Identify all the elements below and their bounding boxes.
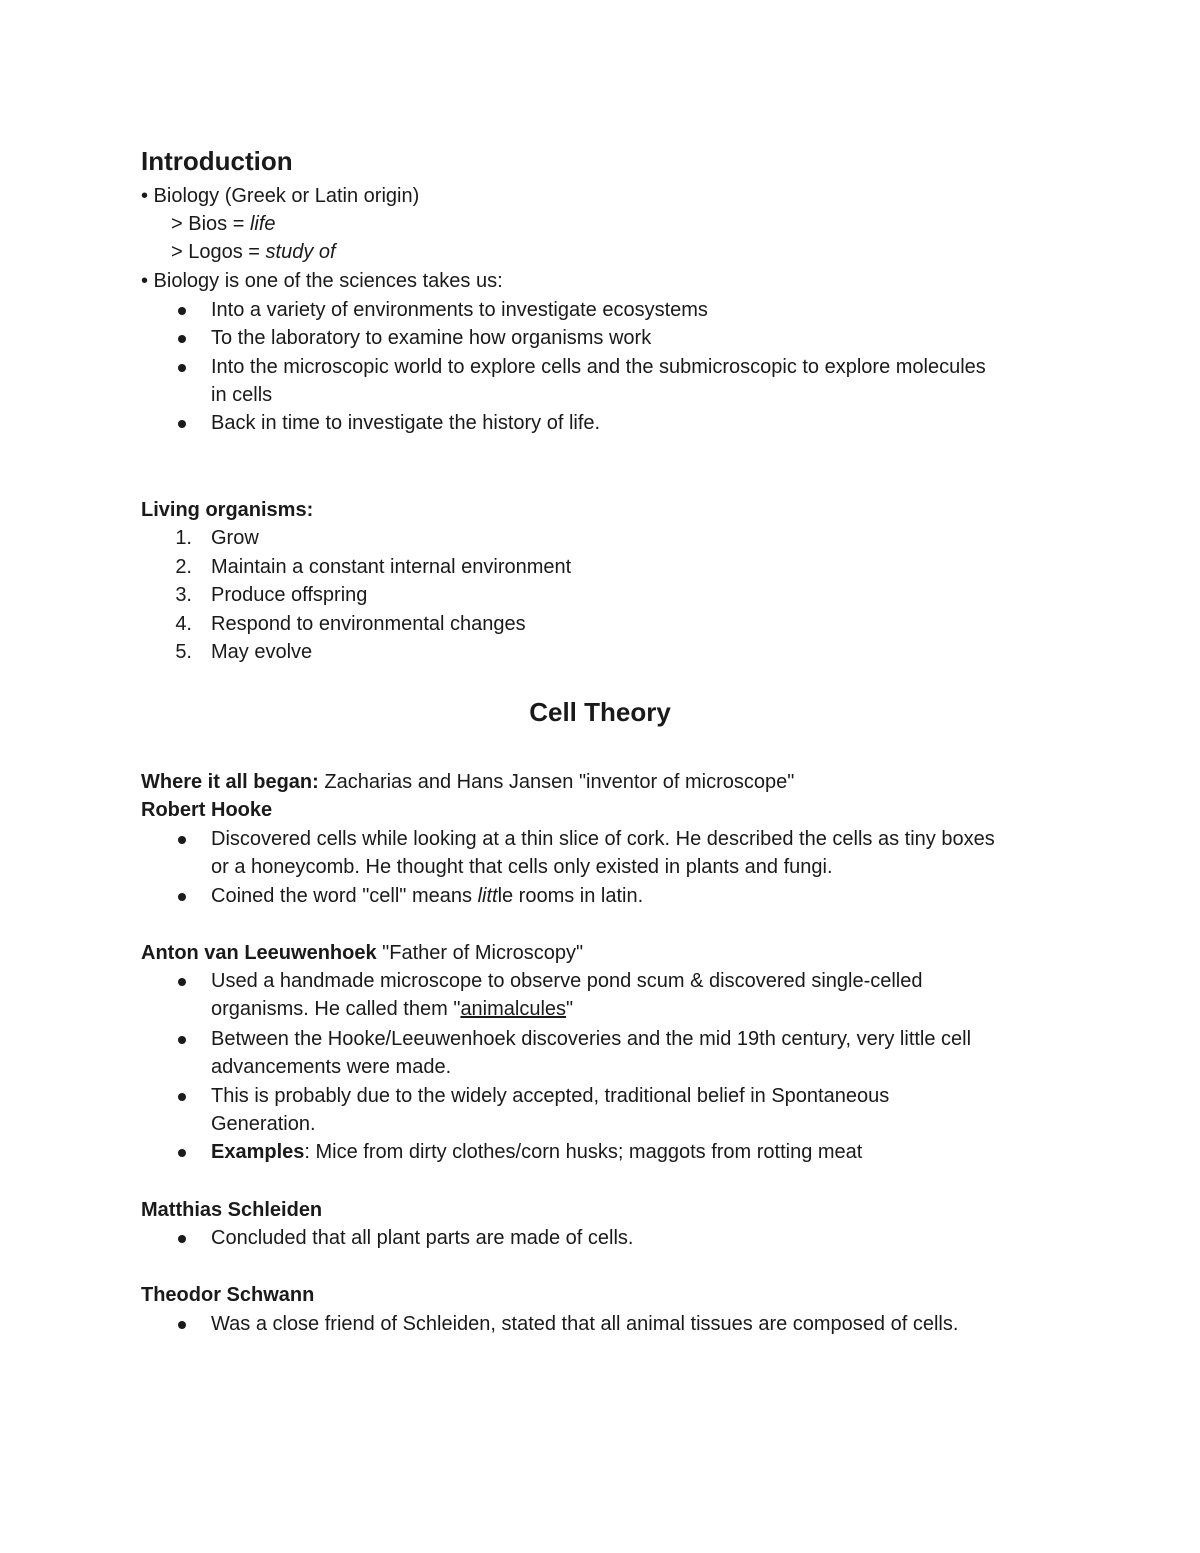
intro-logos-line bbox=[171, 240, 336, 264]
bullet-dot-icon bbox=[178, 364, 186, 372]
intro-sciences-line: • Biology is one of the sciences takes us: bbox=[141, 270, 503, 292]
living-num-4: 4. bbox=[175, 613, 192, 635]
hooke-bullet-1: Discovered cells while looking at a thin slice of cork. He described the cells as tiny boxes bbox=[211, 828, 995, 850]
hooke-b2-post: le rooms in latin. bbox=[497, 885, 644, 907]
living-num-5: 5. bbox=[175, 641, 192, 663]
bullet-dot-icon bbox=[178, 1036, 186, 1044]
bullet-dot-icon bbox=[178, 420, 186, 428]
hooke-b2-pre: Coined the word "cell" means bbox=[211, 885, 478, 907]
leeuwenhoek-bullet-1: Used a handmade microscope to observe pond scum & discovered single-celled bbox=[211, 970, 923, 992]
where-it-began-label: Where it all began: bbox=[141, 771, 319, 793]
bullet-dot-icon bbox=[178, 1321, 186, 1329]
living-heading: Living organisms: bbox=[141, 499, 314, 521]
cell-theory-heading: Cell Theory bbox=[529, 697, 671, 727]
bios-prefix: > Bios = bbox=[171, 213, 250, 235]
examples-label: Examples bbox=[211, 1141, 305, 1163]
hooke-heading: Robert Hooke bbox=[141, 799, 273, 821]
intro-bullet-1: Into a variety of environments to investigate ecosystems bbox=[211, 299, 708, 321]
leeuwenhoek-heading: Anton van Leeuwenhoek bbox=[141, 942, 377, 964]
bullet-dot-icon bbox=[178, 1149, 186, 1157]
living-item-3: Produce offspring bbox=[211, 584, 368, 606]
leeuwenhoek-bullet-1-cont bbox=[211, 997, 573, 1021]
schleiden-heading: Matthias Schleiden bbox=[141, 1199, 323, 1221]
bullet-dot-icon bbox=[178, 335, 186, 343]
leeuwenhoek-bullet-3: This is probably due to the widely accepted, traditional belief in Spontaneous bbox=[211, 1085, 890, 1107]
bullet-dot-icon bbox=[178, 893, 186, 901]
animalcules-link[interactable]: animalcules bbox=[460, 998, 567, 1020]
living-num-3: 3. bbox=[175, 584, 192, 606]
bullet-dot-icon bbox=[178, 978, 186, 986]
where-it-began-line bbox=[141, 770, 794, 794]
leeuwenhoek-bullet-2: Between the Hooke/Leeuwenhoek discoveries and the mid 19th century, very little cell bbox=[211, 1028, 972, 1050]
examples-text: : Mice from dirty clothes/corn husks; maggots from rotting meat bbox=[304, 1141, 863, 1163]
intro-bullet-4: Back in time to investigate the history of life. bbox=[211, 412, 601, 434]
living-item-1: Grow bbox=[211, 527, 259, 549]
schwann-heading: Theodor Schwann bbox=[141, 1284, 315, 1306]
living-item-5: May evolve bbox=[211, 641, 313, 663]
schwann-bullet-1: Was a close friend of Schleiden, stated that all animal tissues are composed of cells. bbox=[211, 1313, 959, 1335]
living-item-4: Respond to environmental changes bbox=[211, 613, 526, 635]
logos-meaning: study of bbox=[265, 241, 336, 263]
leeuwenhoek-heading-line bbox=[141, 941, 583, 965]
hooke-bullet-1-cont: or a honeycomb. He thought that cells only existed in plants and fungi. bbox=[211, 856, 833, 878]
intro-bullet-2: To the laboratory to examine how organisms work bbox=[211, 327, 652, 349]
where-it-began-text: Zacharias and Hans Jansen "inventor of microscope" bbox=[318, 771, 795, 793]
intro-bullet-3: Into the microscopic world to explore cells and the submicroscopic to explore molecules bbox=[211, 356, 986, 378]
leeuwenhoek-b1-pre: organisms. He called them " bbox=[211, 998, 461, 1020]
living-item-2: Maintain a constant internal environment bbox=[211, 556, 572, 578]
intro-bullet-3-cont: in cells bbox=[211, 384, 273, 406]
hooke-b2-italic: litt bbox=[477, 885, 498, 907]
intro-heading: Introduction bbox=[141, 146, 293, 176]
leeuwenhoek-title: "Father of Microscopy" bbox=[376, 942, 584, 964]
hooke-bullet-2 bbox=[211, 884, 643, 908]
bullet-dot-icon bbox=[178, 1235, 186, 1243]
leeuwenhoek-bullet-3-cont: Generation. bbox=[211, 1113, 316, 1135]
leeuwenhoek-bullet-4 bbox=[211, 1140, 862, 1164]
schleiden-bullet-1: Concluded that all plant parts are made of cells. bbox=[211, 1227, 634, 1249]
leeuwenhoek-b1-post: " bbox=[566, 998, 574, 1020]
intro-bios-line bbox=[171, 212, 276, 236]
living-num-1: 1. bbox=[175, 527, 192, 549]
bullet-dot-icon bbox=[178, 836, 186, 844]
bios-meaning: life bbox=[249, 213, 276, 235]
leeuwenhoek-bullet-2-cont: advancements were made. bbox=[211, 1056, 452, 1078]
living-num-2: 2. bbox=[175, 556, 192, 578]
intro-biology-line: • Biology (Greek or Latin origin) bbox=[141, 185, 420, 207]
bullet-dot-icon bbox=[178, 1093, 186, 1101]
bullet-dot-icon bbox=[178, 307, 186, 315]
logos-prefix: > Logos = bbox=[171, 241, 266, 263]
